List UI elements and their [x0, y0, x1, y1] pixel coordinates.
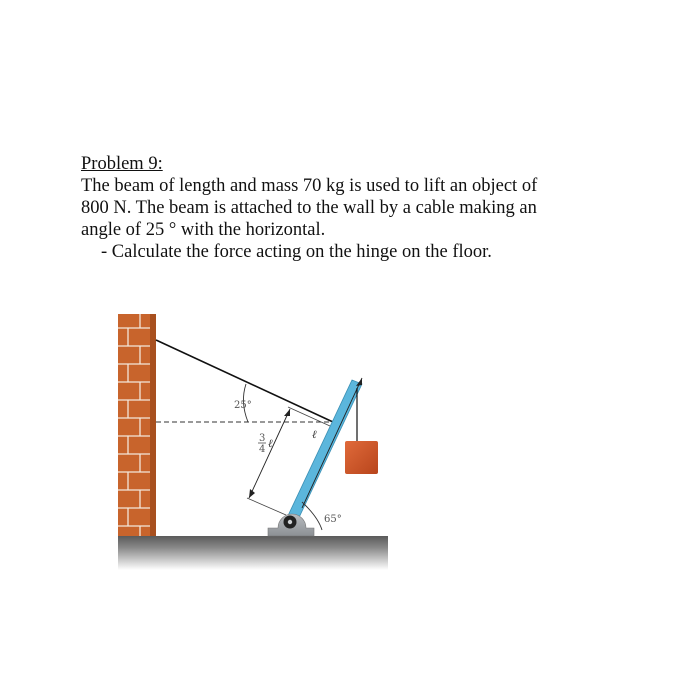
- brick-wall: [118, 314, 156, 536]
- beam-length-label: ℓ: [312, 428, 317, 441]
- problem-text: [81, 153, 641, 263]
- fraction-denominator: 4: [259, 444, 266, 455]
- fraction-numerator: 3: [259, 433, 266, 444]
- problem-title: Problem 9:: [81, 154, 163, 174]
- beam-figure: [118, 312, 393, 570]
- three-quarter-arrowhead-bottom: [249, 489, 255, 498]
- extension-line-bottom: [247, 498, 286, 515]
- load-block: [345, 441, 378, 474]
- floor: [118, 536, 388, 570]
- hinge: [268, 514, 314, 536]
- cable-angle-label: 25°: [234, 400, 252, 411]
- problem-line-3: angle of 25 ° with the horizontal.: [81, 220, 326, 240]
- problem-question: - Calculate the force acting on the hinge on the floor.: [101, 242, 492, 262]
- beam-diagram: [118, 312, 393, 570]
- fraction-symbol: ℓ: [268, 437, 273, 450]
- problem-line-1: The beam of length and mass 70 kg is used to lift an object of: [81, 176, 538, 196]
- beam-angle-label: 65°: [324, 514, 342, 525]
- problem-line-2: 800 N. The beam is attached to the wall by a cable making an: [81, 198, 537, 218]
- extension-line-top: [288, 407, 330, 426]
